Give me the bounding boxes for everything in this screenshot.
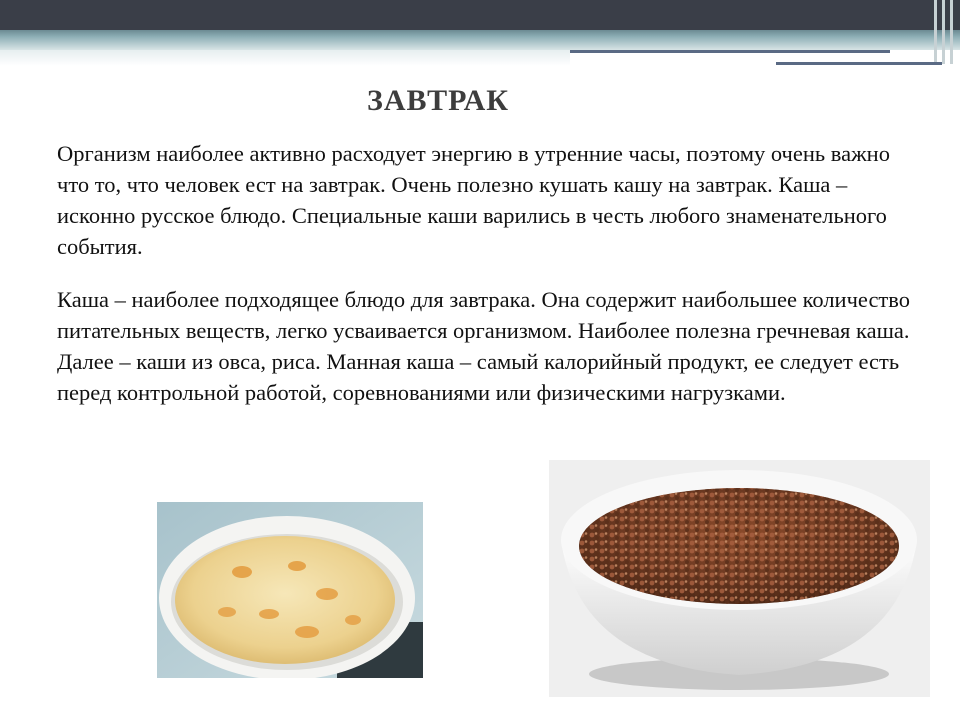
header-fade bbox=[0, 50, 570, 66]
slide-title: ЗАВТРАК bbox=[366, 84, 510, 117]
header-stripe bbox=[934, 0, 937, 64]
paragraph-2: Каша – наиболее подходящее блюдо для завтрака. Она содержит наибольшее количество питательных веществ, легко усваивается организмом. Наиболее полезна гречневая каша. Далее – каши из овса, риса. Манная каша – самый калорийный продукт, ее следует есть перед контрольной работой, соревнованиями или физическими нагрузками. bbox=[57, 287, 910, 405]
header-dark-bar bbox=[0, 0, 960, 30]
buckwheat-bowl-image bbox=[549, 460, 930, 697]
header-rule bbox=[570, 50, 890, 53]
header-rule bbox=[776, 62, 942, 65]
header-teal-band bbox=[0, 30, 960, 50]
paragraph-1: Организм наиболее активно расходует энергию в утренние часы, поэтому очень важно что то, что человек ест на завтрак. Очень полезно кушать кашу на завтрак. Каша – исконно русское блюдо. Специальные каши варились в честь любого знаменательного события. bbox=[57, 141, 890, 259]
header-stripe bbox=[950, 0, 953, 64]
porridge-bowl-image bbox=[157, 502, 423, 678]
header-stripe bbox=[942, 0, 945, 64]
